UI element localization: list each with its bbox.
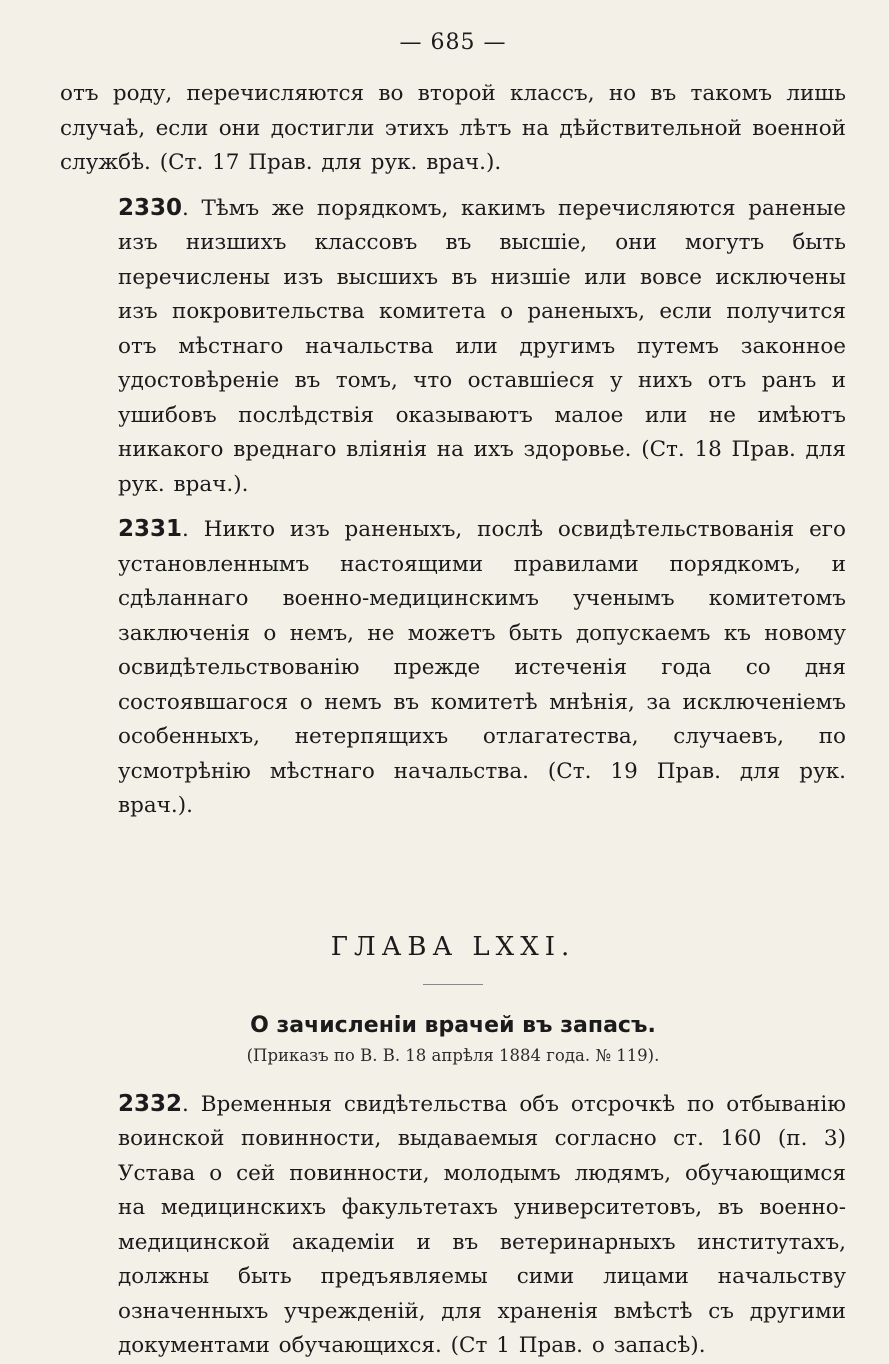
divider — [423, 984, 483, 985]
article-number: 2332 — [118, 1090, 183, 1117]
article-text: . Никто изъ раненыхъ, послѣ освидѣтельствованія его установленнымъ настоящими правилами порядкомъ, и сдѣланнаго военно-медицинскимъ ученымъ комитетомъ заключенія о немъ, не можетъ быть допускаемъ къ новому освидѣтельствованію прежде истеченія года со дня состоявшагося о немъ въ комитетѣ мнѣнія, за исключеніемъ особенныхъ, нетерпящихъ отлагатества, случаевъ, по усмотрѣнію мѣстнаго начальства. (Ст. 19 Прав. для рук. врач.). — [118, 517, 846, 818]
chapter-title: ГЛАВА LXXI. — [330, 931, 576, 962]
document-page — [60, 30, 846, 1364]
article-text: . Временныя свидѣтельства объ отсрочкѣ по отбыванію воинской повинности, выдаваемыя согласно ст. 160 (п. 3) Устава о сей повинности, молодымъ людямъ, обучающимся на медицинскихъ факультетахъ университетовъ, въ военно-медицинской академіи и въ ветеринарныхъ институтахъ, должны быть предъявляемы сими лицами начальству означенныхъ учрежденій, для храненія вмѣстѣ съ другими документами обучающихся. (Ст 1 Прав. о запасѣ). — [118, 1091, 846, 1358]
article-number: 2330 — [118, 194, 183, 221]
article-number: 2331 — [118, 516, 183, 542]
page-number: — 685 — — [399, 30, 507, 55]
article-2330 — [60, 191, 846, 503]
article-2332 — [60, 1087, 846, 1364]
order-reference: (Приказъ по В. В. 18 апрѣля 1884 года. № 119). — [246, 1045, 660, 1065]
paragraph-continuation: отъ роду, перечисляются во второй классъ, но въ такомъ лишь случаѣ, если они достигли этихъ лѣтъ на дѣйствительной военной службѣ. (Ст. 17 Прав. для рук. врач.). — [60, 81, 846, 175]
article-2331 — [60, 512, 846, 824]
section-heading: О зачисленіи врачей въ запасъ. — [250, 1012, 656, 1038]
article-text: . Тѣмъ же порядкомъ, какимъ перечисляются раненые изъ низшихъ классовъ въ высшіе, они могутъ быть перечислены изъ высшихъ въ низшіе или вовсе исключены изъ покровительства комитета о раненыхъ, если получится отъ мѣстнаго начальства или другимъ путемъ законное удостовѣреніе въ томъ, что оставшіеся у нихъ отъ ранъ и ушибовъ послѣдствія оказываютъ малое или не имѣютъ никакого вреднаго вліянія на ихъ здоровье. (Ст. 18 Прав. для рук. врач.). — [118, 195, 846, 497]
